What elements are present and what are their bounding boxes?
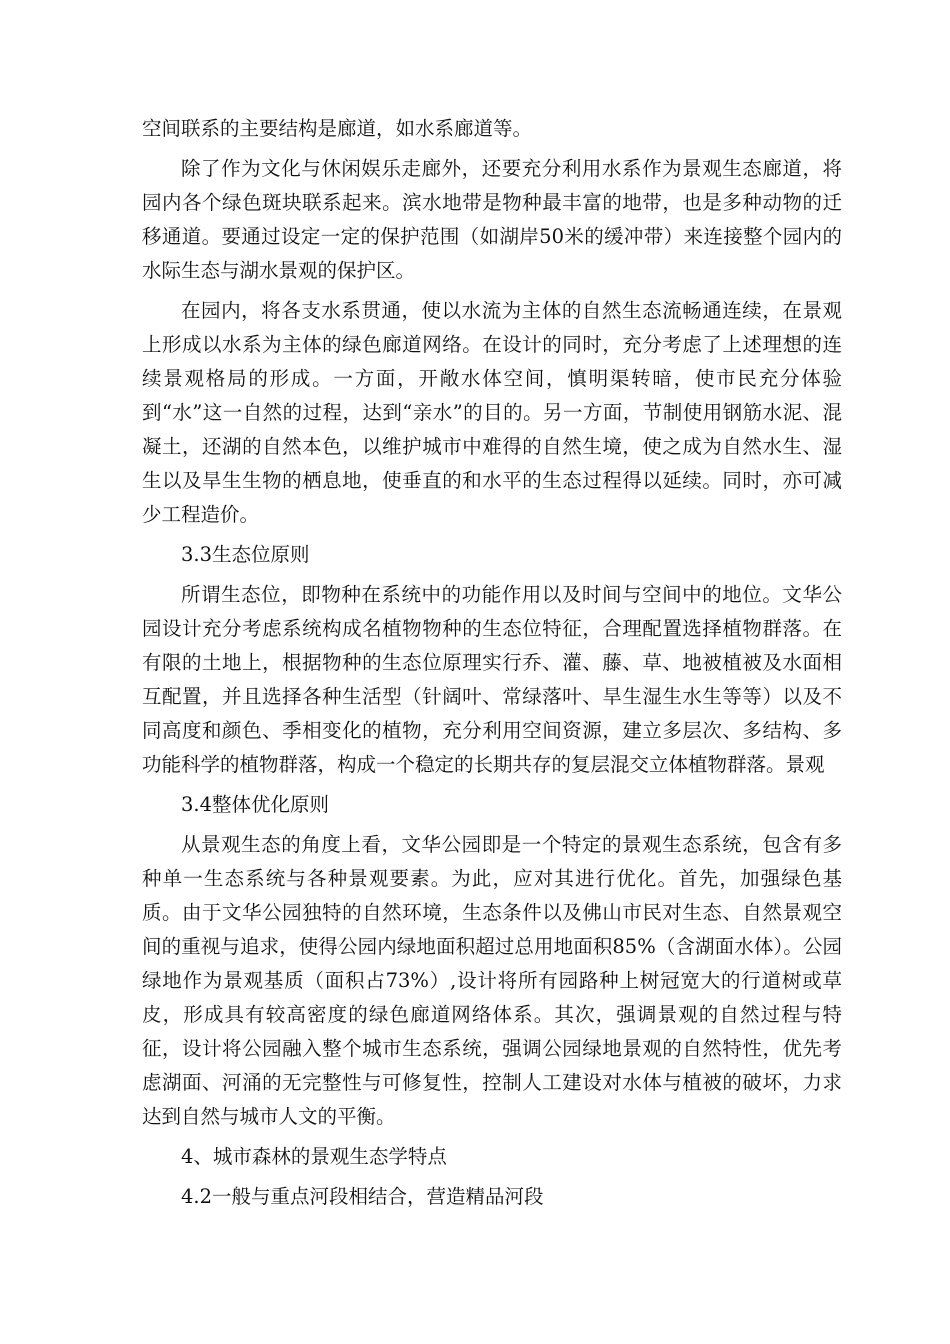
document-body xyxy=(142,112,842,1214)
section-heading-3-4: 3.4整体优化原则 xyxy=(181,793,330,816)
paragraph-overall-optimization: 从景观生态的角度上看，文华公园即是一个特定的景观生态系统，包含有多种单一生态系统与各种景观要素。为此，应对其进行优化。首先，加强绿色基质。由于文华公园独特的自然环境，生态条件以及佛山市民对生态、自然景观空间的重视与追求，使得公园内绿地面积超过总用地面积85%（含湖面水体）。公园绿地作为景观基质（面积占73%）,设计将所有园路种上树冠宽大的行道树或草皮，形成具有较高密度的绿色廊道网络体系。其次，强调景观的自然过程与特征，设计将公园融入整个城市生态系统，强调公园绿地景观的自然特性，优先考虑湖面、河涌的无完整性与可修复性，控制人工建设对水体与植被的破坏，力求达到自然与城市人文的平衡。 xyxy=(142,833,842,1128)
paragraph-green-network: 在园内，将各支水系贯通，使以水流为主体的自然生态流畅通连续，在景观上形成以水系为主体的绿色廊道网络。在设计的同时，充分考虑了上述理想的连续景观格局的形成。一方面，开敞水体空间，慎明渠转暗，使市民充分体验到“水”这一自然的过程，达到“亲水”的目的。另一方面，节制使用钢筋水泥、混凝土，还湖的自然本色，以维护城市中难得的自然生境，使之成为自然水生、湿生以及旱生生物的栖息地，使垂直的和水平的生态过程得以延续。同时，亦可减少工程造价。 xyxy=(142,299,842,526)
section-heading-3-3: 3.3生态位原则 xyxy=(181,543,310,566)
paragraph-water-corridor: 除了作为文化与休闲娱乐走廊外，还要充分利用水系作为景观生态廊道，将园内各个绿色斑块联系起来。滨水地带是物种最丰富的地带，也是多种动物的迁移通道。要通过设定一定的保护范围（如湖岸50米的缓冲带）来连接整个园内的水际生态与湖水景观的保护区。 xyxy=(142,157,842,282)
paragraph-continuation: 空间联系的主要结构是廊道，如水系廊道等。 xyxy=(142,117,533,140)
paragraph-ecological-niche: 所谓生态位，即物种在系统中的功能作用以及时间与空间中的地位。文华公园设计充分考虑系统构成名植物物种的生态位特征，合理配置选择植物群落。在有限的土地上，根据物种的生态位原理实行乔、灌、藤、草、地被植被及水面相互配置，并且选择各种生活型（针阔叶、常绿落叶、旱生湿生水生等等）以及不同高度和颜色、季相变化的植物，充分利用空间资源，建立多层次、多结构、多功能科学的植物群落，构成一个稳定的长期共存的复层混交立体植物群落。景观 xyxy=(142,583,842,776)
section-heading-4-2: 4.2一般与重点河段相结合，营造精品河段 xyxy=(181,1185,544,1208)
section-heading-4: 4、城市森林的景观生态学特点 xyxy=(181,1145,447,1168)
